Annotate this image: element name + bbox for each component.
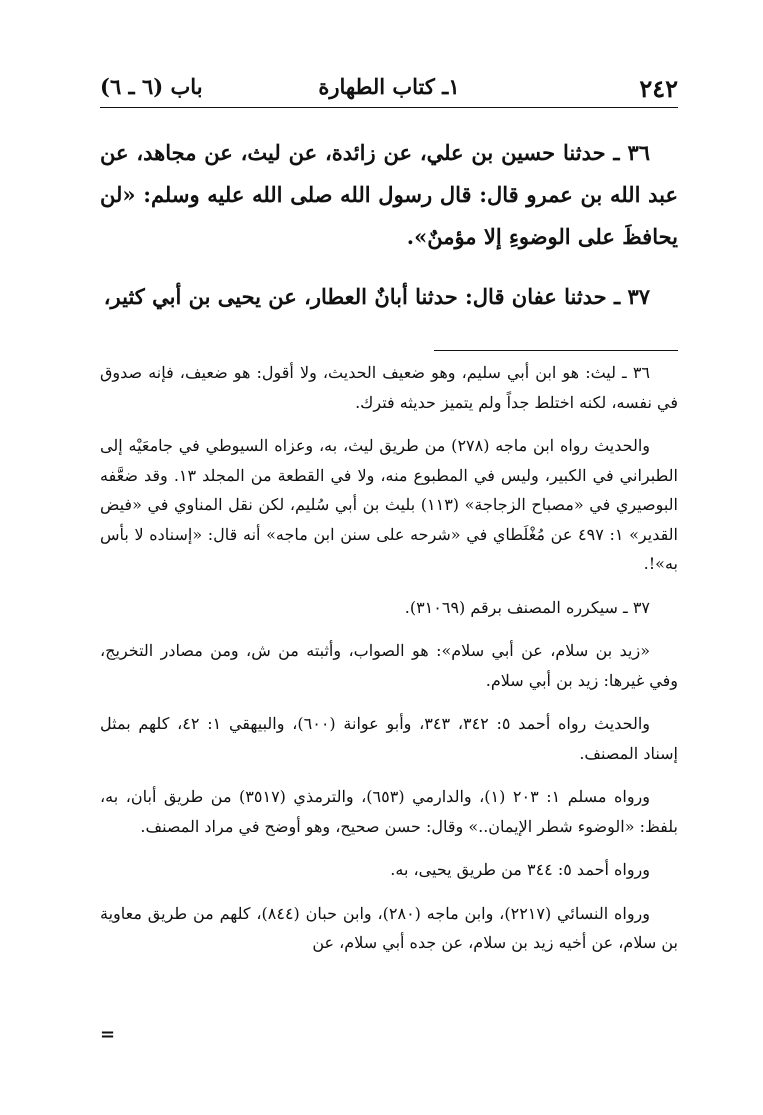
- hadith-36: ٣٦ ـ حدثنا حسين بن علي، عن زائدة، عن ليث، عن مجاهد، عن عبد الله بن عمرو قال: قال رسول الله صلى الله عليه وسلم: «لن يحافظَ على الوضوءِ إلا مؤمنٌ».: [100, 140, 678, 249]
- main-text: [100, 132, 678, 336]
- chapter-title: ١ـ كتاب الطهارة: [318, 74, 460, 99]
- footnote-paragraph: ٣٧ ـ سيكرره المصنف برقم (٣١٠٦٩).: [404, 597, 650, 617]
- chapter-reference: باب (٦ ـ ٦): [100, 74, 203, 99]
- footnote-paragraph: والحديث رواه أحمد ٥: ٣٤٢، ٣٤٣، وأبو عوانة (٦٠٠)، والبيهقي ١: ٤٢، كلهم بمثل إسناد المصنف.: [100, 714, 678, 763]
- footnote-paragraph: ٣٦ ـ ليث: هو ابن أبي سليم، وهو ضعيف الحديث، ولا أقول: هو ضعيف، فإنه صدوق في نفسه، لكنه اختلط جداً ولم يتميز حديثه فترك.: [100, 363, 678, 412]
- footnotes: [100, 358, 678, 972]
- header-divider: [100, 107, 678, 108]
- running-header: [100, 70, 678, 104]
- footnote-paragraph: ورواه النسائي (٢٢١٧)، وابن ماجه (٢٨٠)، وابن حبان (٨٤٤)، كلهم من طريق معاوية بن سلام، عن أخيه زيد بن سلام، عن جده أبي سلام، عن: [100, 903, 678, 952]
- footnote-paragraph: «زيد بن سلام، عن أبي سلام»: هو الصواب، وأثبته من ش، ومن مصادر التخريج، وفي غيرها: زيد بن أبي سلام.: [100, 641, 678, 690]
- page-number: ٢٤٢: [639, 74, 678, 103]
- footnote-divider: [434, 350, 678, 351]
- footnote-paragraph: ورواه مسلم ١: ٢٠٣ (١)، والدارمي (٦٥٣)، والترمذي (٣٥١٧) من طريق أبان، به، بلفظ: «الوضوء شطر الإيمان..» وقال: حسن صحيح، وهو أوضح في مراد المصنف.: [100, 787, 678, 836]
- footnote-paragraph: والحديث رواه ابن ماجه (٢٧٨) من طريق ليث، به، وعزاه السيوطي في جامعَيْه إلى الطبراني في الكبير، وليس في المطبوع منه، ولا في القطعة من المجلد ١٣. وقد ضعَّفه البوصيري في «مصباح الزجاجة» (١١٣) بليث بن أبي سُليم، لكن نقل المناوي في «فيض القدير» ١: ٤٩٧ عن مُغْلَطاي في «شرحه على سنن ابن ماجه» أنه قال: «إسناده لا بأس به»!.: [100, 436, 679, 573]
- continuation-mark: =: [100, 1024, 116, 1045]
- hadith-37: ٣٧ ـ حدثنا عفان قال: حدثنا أبانٌ العطار، عن يحيى بن أبي كثير،: [103, 284, 650, 309]
- footnote-paragraph: ورواه أحمد ٥: ٣٤٤ من طريق يحيى، به.: [390, 860, 650, 879]
